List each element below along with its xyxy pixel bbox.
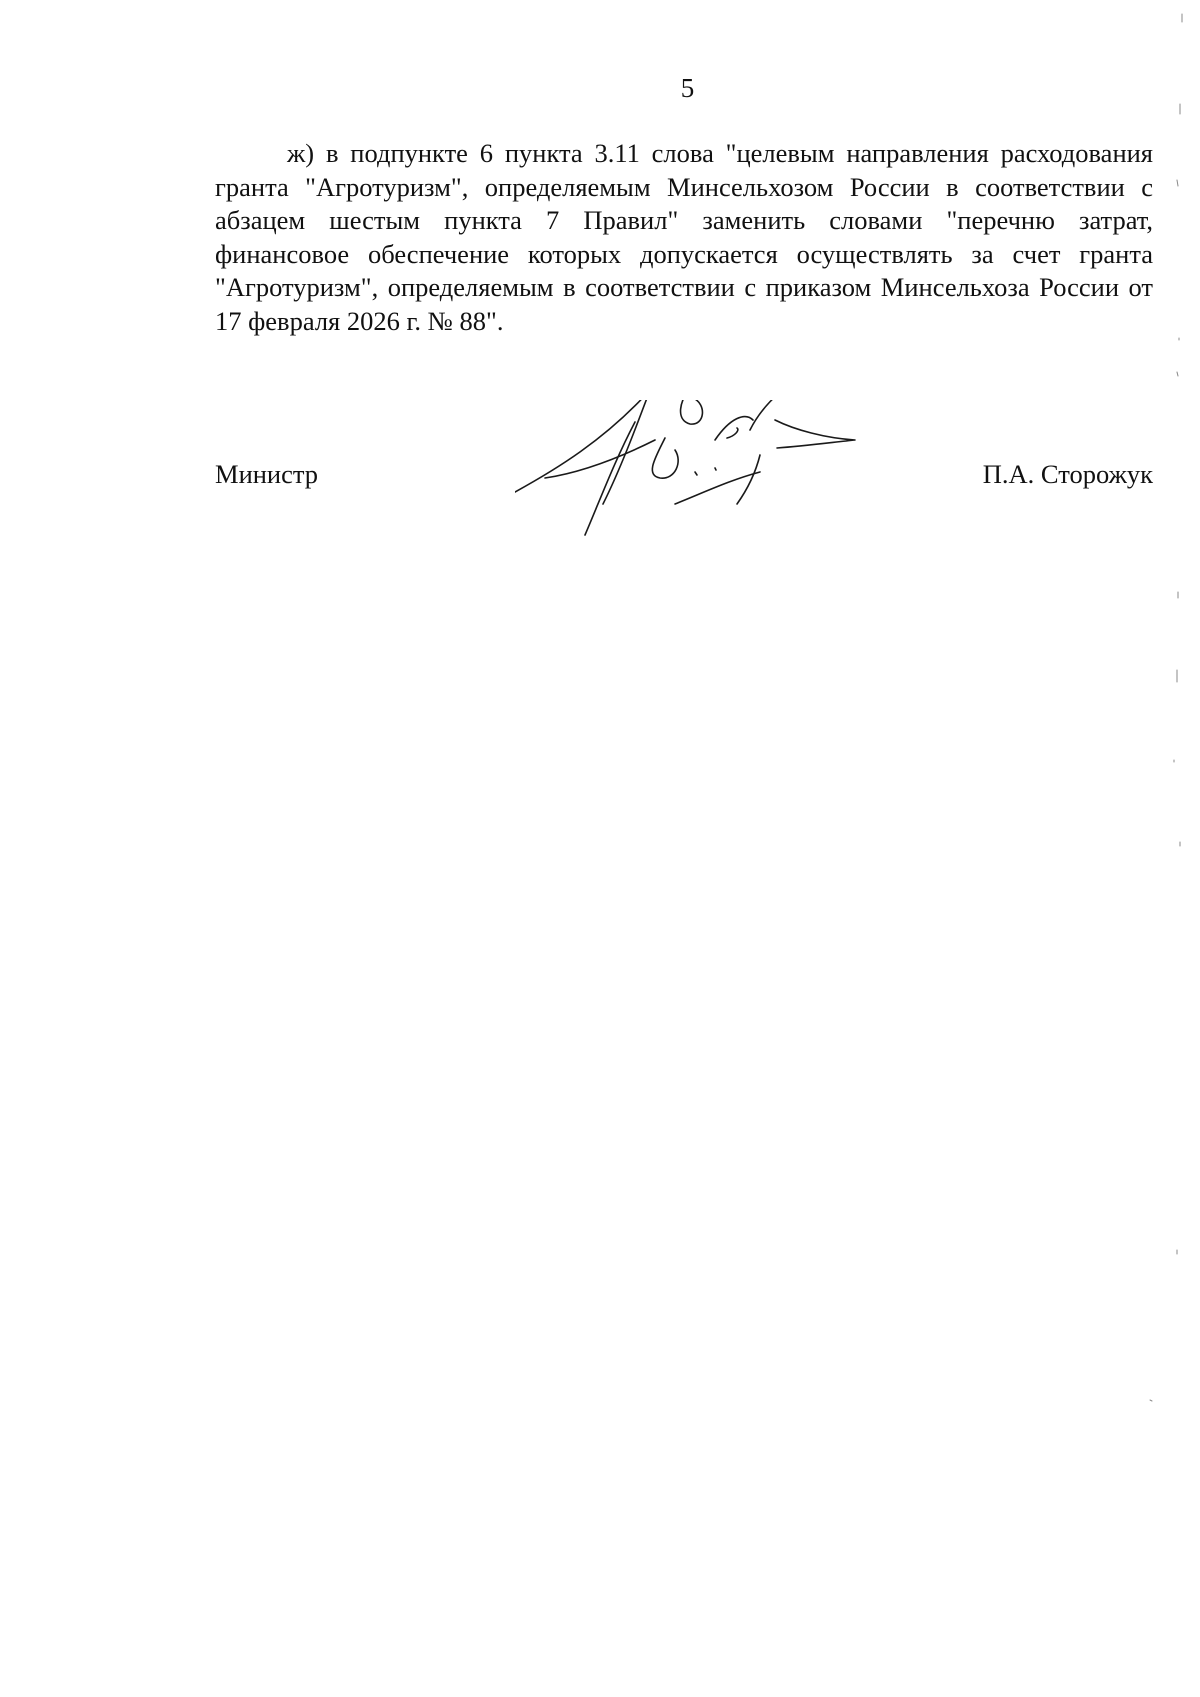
signer-name: П.А. Сторожук (982, 459, 1153, 489)
signer-title: Министр (215, 459, 319, 489)
signature-block (215, 400, 1153, 560)
page-number: 5 (680, 73, 695, 103)
amendment-paragraph: ж) в подпункте 6 пункта 3.11 слова "целевым направления расходования гранта "Агротуризм", определяемым Минсельхозом России в соответствии с абзацем шестым пункта 7 Правил" заменить словами "перечню затрат, финансовое обеспечение которых допускается осуществлять за счет гранта "Агротуризм", определяемым в соответствии с приказом Минсельхоза России от 17 февраля 2026 г. № 88". (215, 138, 1153, 336)
handwritten-signature (515, 400, 875, 560)
